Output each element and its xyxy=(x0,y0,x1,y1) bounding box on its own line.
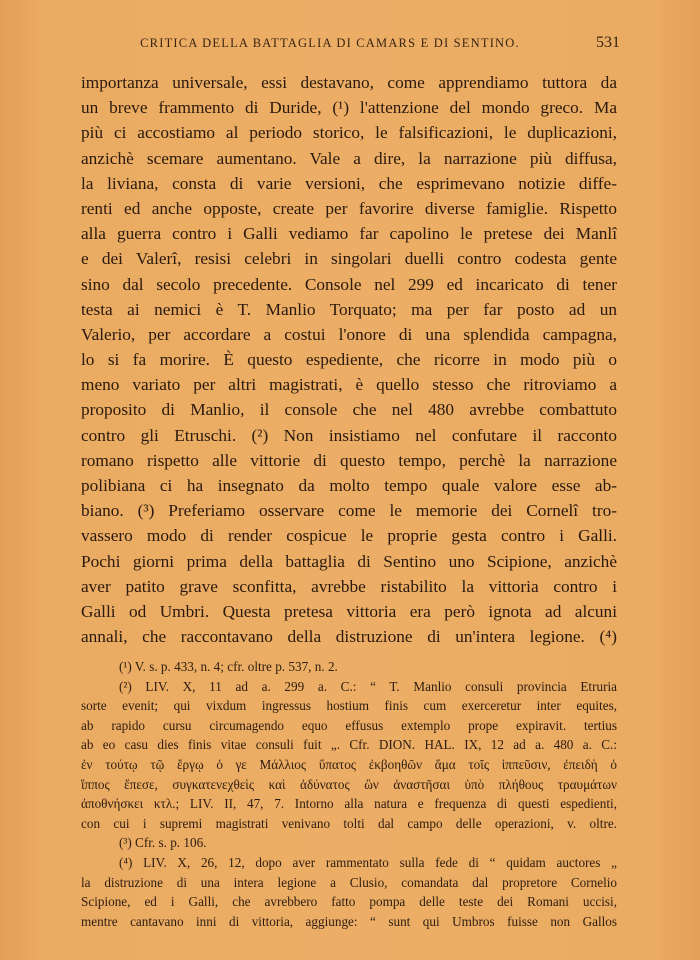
body-line: proposito di Manlio, il console che nel 480 avrebbe combattuto xyxy=(81,400,617,420)
body-line: testa ai nemici è T. Manlio Torquato; ma per far posto ad un xyxy=(81,299,617,319)
body-line: Pochi giorni prima della battaglia di Sentino uno Scipione, anzichè xyxy=(81,551,617,571)
footnote-line: ab eo casu dies finis vitae consuli fuit „. Cfr. DION. HAL. IX, 12 ad a. 480 a. C.: xyxy=(81,737,617,753)
running-title: CRITICA DELLA BATTAGLIA DI CAMARS E DI SENTINO. xyxy=(140,36,520,50)
body-line: romano rispetto alle vittorie di questo tempo, perchè la narrazione xyxy=(81,450,617,470)
body-line: e dei Valerî, resisi celebri in singolari duelli contro codesta gente xyxy=(81,249,617,269)
footnote-line: (³) Cfr. s. p. 106. xyxy=(119,835,207,851)
body-line: sino dal secolo precedente. Console nel 299 ed incaricato di tener xyxy=(81,274,617,294)
body-line: Valerio, per accordare a costui l'onore di una splendida campagna, xyxy=(81,324,617,344)
footnote-line: la distruzione di una intera legione a Clusio, comandata dal propretore Cornelio xyxy=(81,874,617,890)
footnote-line: sorte evenit; qui vixdum ingressus hostium finis cum exerceretur inter equites, xyxy=(81,698,617,714)
footnote-line: mentre cantavano inni di vittoria, aggiunge: “ sunt qui Umbros fuisse non Gallos xyxy=(81,913,617,929)
page-number: 531 xyxy=(596,34,620,51)
footnote-line: (¹) V. s. p. 433, n. 4; cfr. oltre p. 537, n. 2. xyxy=(119,659,338,674)
body-line: vassero modo di render cospicue le proprie gesta contro i Galli. xyxy=(81,526,617,546)
body-line: aver patito grave sconfitta, avrebbe ristabilito la vittoria contro i xyxy=(81,576,617,596)
footnote-line: ἵππος ἔπεσε, συγκατενεχθεὶς καὶ ἀδύνατος ὢν ἀναστῆσαι ὑπὸ πλήθους τραυμάτων xyxy=(81,776,617,792)
body-line: contro gli Etruschi. (²) Non insistiamo nel confutare il racconto xyxy=(81,425,617,445)
footnote-line: ἐν τούτῳ τῷ ἔργῳ ὁ γε Μάλλιος ὕπατος ἐκβοηθῶν ἅμα τοῖς ἱππεῦσιν, ἐπειδὴ ὁ xyxy=(81,756,617,772)
body-line: polibiana ci ha insegnato da molto tempo quale valore esse ab- xyxy=(81,476,617,495)
body-line: anzichè scemare aumentano. Vale a dire, la narrazione più diffusa, xyxy=(81,148,617,168)
body-line: lo si fa morire. È questo espediente, che ricorre in modo più o xyxy=(81,350,617,370)
body-line: annali, che raccontavano della distruzione di un'intera legione. (⁴) xyxy=(81,627,617,647)
footnote-line: (²) LIV. X, 11 ad a. 299 a. C.: “ T. Manlio consuli provincia Etruria xyxy=(119,678,617,694)
body-line: biano. (³) Preferiamo osservare come le memorie dei Cornelî tro- xyxy=(81,501,617,521)
body-line: più ci accostiamo al periodo storico, le falsificazioni, le duplicazioni, xyxy=(81,123,617,143)
body-line: importanza universale, essi destavano, come apprendiamo tuttora da xyxy=(81,73,617,92)
body-line: alla guerra contro i Galli vediamo far capolino le pretese dei Manlî xyxy=(81,224,617,244)
footnote-line: con cui i supremi magistrati venivano tolti dal campo delle operazioni, v. oltre. xyxy=(81,815,617,831)
body-line: renti ed anche opposte, create per favorire diverse famiglie. Rispetto xyxy=(81,198,617,218)
body-line: meno variato per altri magistrati, è quello stesso che ritroviamo a xyxy=(81,375,617,395)
footnotes xyxy=(81,657,617,931)
running-head xyxy=(80,34,620,54)
footnote-line: ἀποθνήσκει κτλ.; LIV. II, 47, 7. Intorno alla natura e frequenza di questi espedienti, xyxy=(81,796,617,812)
footnote-line: Scipione, ed i Galli, che avrebbero fatto pompa delle teste dei Romani uccisi, xyxy=(81,894,617,910)
footnote-line: ab rapido cursu circumagendo equo effusus extemplo prope expiravit. tertius xyxy=(81,717,617,733)
footnote-line: (⁴) LIV. X, 26, 12, dopo aver rammentato sulla fede di “ quidam auctores „ xyxy=(119,854,617,870)
body-text xyxy=(81,70,617,649)
body-line: la liviana, consta di varie versioni, che esprimevano notizie diffe- xyxy=(81,173,617,193)
body-line: Galli od Umbri. Questa pretesa vittoria era però ignota ad alcuni xyxy=(81,601,617,621)
body-line: un breve frammento di Duride, (¹) l'attenzione del mondo greco. Ma xyxy=(81,98,617,118)
